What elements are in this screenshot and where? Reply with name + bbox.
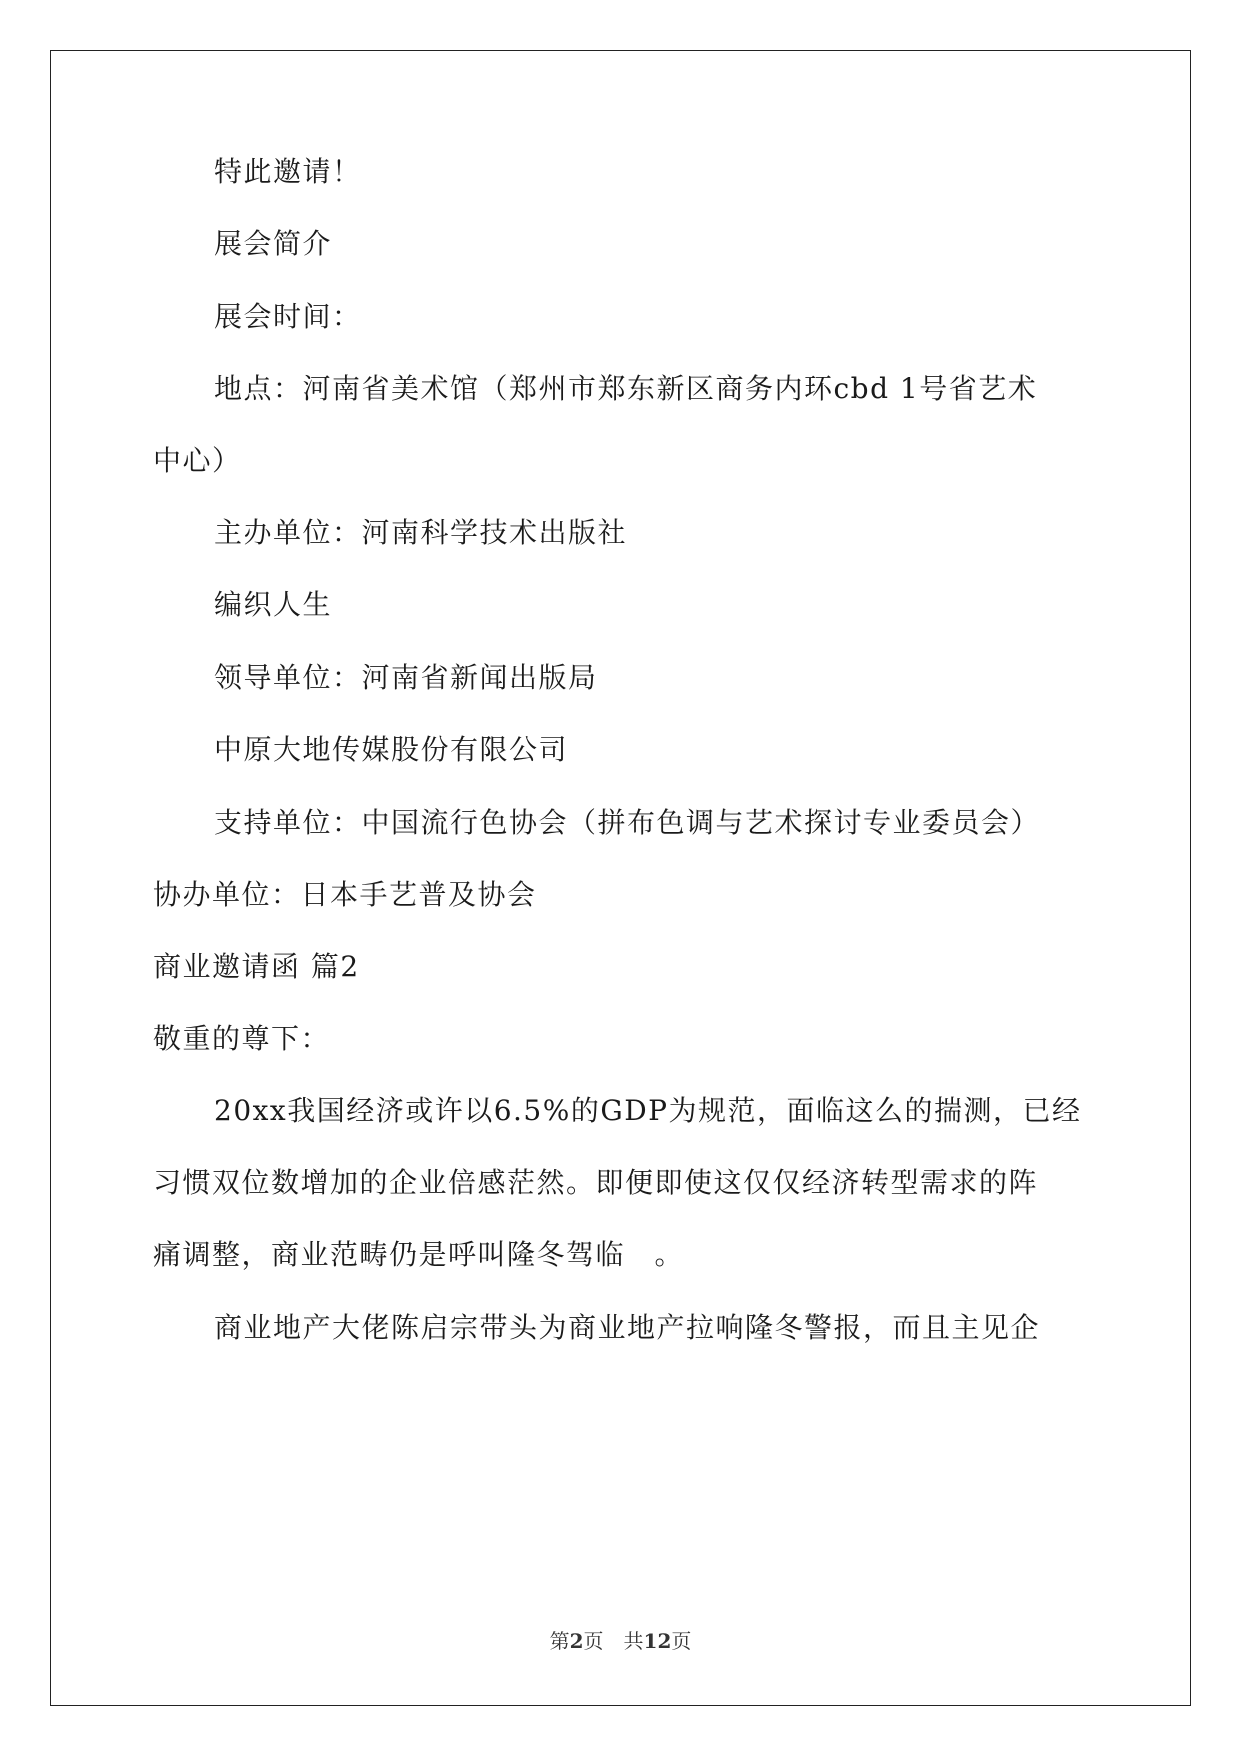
paragraph-exhibition-intro: 展会简介 — [214, 227, 333, 260]
paragraph-economy-line3: 痛调整，商业范畴仍是呼叫隆冬驾临 。 — [153, 1238, 685, 1271]
paragraph-invitation-closing: 特此邀请！ — [214, 155, 362, 188]
paragraph-supporting-unit: 支持单位：中国流行色协会（拼布色调与艺术探讨专业委员会） — [214, 806, 1041, 839]
paragraph-co-organizer: 协办单位：日本手艺普及协会 — [153, 878, 537, 911]
footer-current-page: 2 — [569, 1629, 584, 1653]
paragraph-knitting-life: 编织人生 — [214, 588, 333, 621]
footer-total-pages: 12 — [643, 1629, 672, 1653]
page-footer — [0, 1625, 1241, 1654]
paragraph-real-estate-line1: 商业地产大佬陈启宗带头为商业地产拉响隆冬警报，而且主见企 — [214, 1311, 1041, 1344]
section-heading: 商业邀请函 篇2 — [153, 950, 360, 983]
footer-suffix: 页 — [671, 1629, 692, 1653]
footer-prefix: 第 — [549, 1629, 570, 1653]
paragraph-media-company: 中原大地传媒股份有限公司 — [214, 733, 569, 766]
paragraph-exhibition-time: 展会时间： — [214, 300, 362, 333]
paragraph-location-line2: 中心） — [153, 444, 242, 477]
paragraph-location-line1: 地点：河南省美术馆（郑州市郑东新区商务内环cbd 1号省艺术 — [214, 372, 1038, 405]
footer-middle: 页 共 — [583, 1629, 644, 1653]
paragraph-economy-line1: 20xx我国经济或许以6.5%的GDP为规范，面临这么的揣测，已经 — [214, 1094, 1082, 1127]
paragraph-organizer: 主办单位：河南科学技术出版社 — [214, 516, 628, 549]
paragraph-leading-unit: 领导单位：河南省新闻出版局 — [214, 661, 598, 694]
paragraph-salutation: 敬重的尊下： — [153, 1022, 331, 1055]
paragraph-economy-line2: 习惯双位数增加的企业倍感茫然。即便即使这仅仅经济转型需求的阵 — [153, 1166, 1039, 1199]
